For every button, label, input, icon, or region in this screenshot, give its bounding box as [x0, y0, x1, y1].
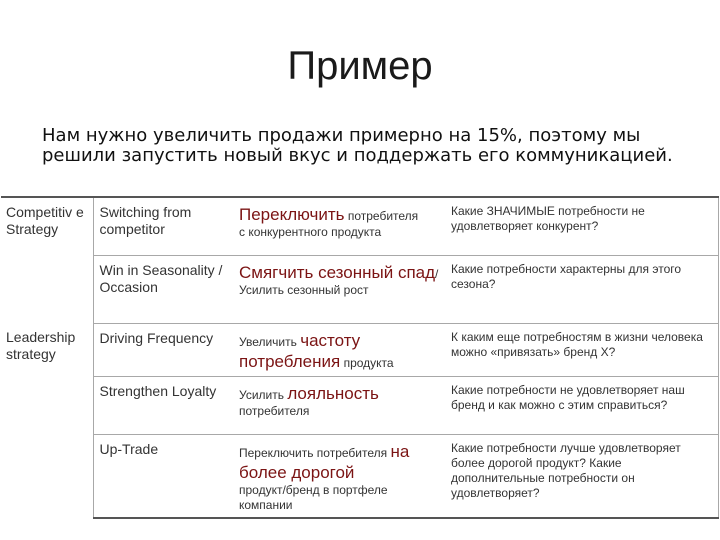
- driver-cell: Win in Seasonality / Occasion: [93, 255, 233, 323]
- action-text: потребителя: [239, 403, 310, 418]
- question-cell: Какие ЗНАЧИМЫЕ потребности не удовлетворяет конкурент?: [445, 197, 718, 255]
- table-row: [1, 255, 718, 323]
- table-row: [1, 323, 718, 376]
- action-cell: [233, 376, 445, 434]
- action-text: потребителя: [344, 209, 419, 223]
- question-cell: Какие потребности характерны для этого сезона?: [445, 255, 718, 323]
- strategy-cell: Leadership strategy: [6, 329, 76, 362]
- driver-cell: Up-Trade: [93, 434, 233, 518]
- driver-cell: Switching from competitor: [93, 197, 233, 255]
- action-highlight: Переключить: [239, 205, 345, 224]
- action-cell: [233, 434, 445, 518]
- action-cell: [233, 323, 445, 376]
- question-cell: Какие потребности лучше удовлетворяет более дорогой продукт? Какие дополнительные потребности он удовлетворяет?: [445, 434, 718, 518]
- action-cell: [233, 255, 445, 323]
- strategy-cell: Competitiv e Strategy: [1, 197, 93, 323]
- question-cell: К каким еще потребностям в жизни человека можно «привязать» бренд Х?: [445, 323, 718, 376]
- intro-text: Нам нужно увеличить продажи примерно на 15%, поэтому мы решили запустить новый вкус и поддержать его коммуникацией.: [42, 125, 673, 166]
- strategy-table: [1, 196, 719, 519]
- action-highlight: на более дорогой: [239, 441, 410, 482]
- table-row: [1, 376, 718, 434]
- action-text: /Усилить сезонный рост: [239, 266, 439, 297]
- action-highlight: частоту потребления: [239, 330, 361, 371]
- slide-title: Пример: [287, 44, 433, 88]
- table-row: [1, 434, 718, 518]
- action-highlight: лояльность: [287, 383, 379, 403]
- action-text: продукта: [340, 355, 394, 370]
- action-highlight: Смягчить сезонный спад: [239, 262, 436, 282]
- driver-cell: Strengthen Loyalty: [93, 376, 233, 434]
- action-text: Переключить потребителя: [239, 445, 391, 460]
- driver-cell: Driving Frequency: [93, 323, 233, 376]
- action-text: с конкурентного продукта: [239, 225, 382, 239]
- action-cell: [233, 197, 445, 255]
- action-text: продукт/бренд в портфеле компании: [239, 482, 388, 512]
- question-cell: Какие потребности не удовлетворяет наш бренд и как можно с этим справиться?: [445, 376, 718, 434]
- action-text: Увеличить: [239, 334, 301, 349]
- table-row: [1, 197, 718, 255]
- action-text: Усилить: [239, 387, 288, 402]
